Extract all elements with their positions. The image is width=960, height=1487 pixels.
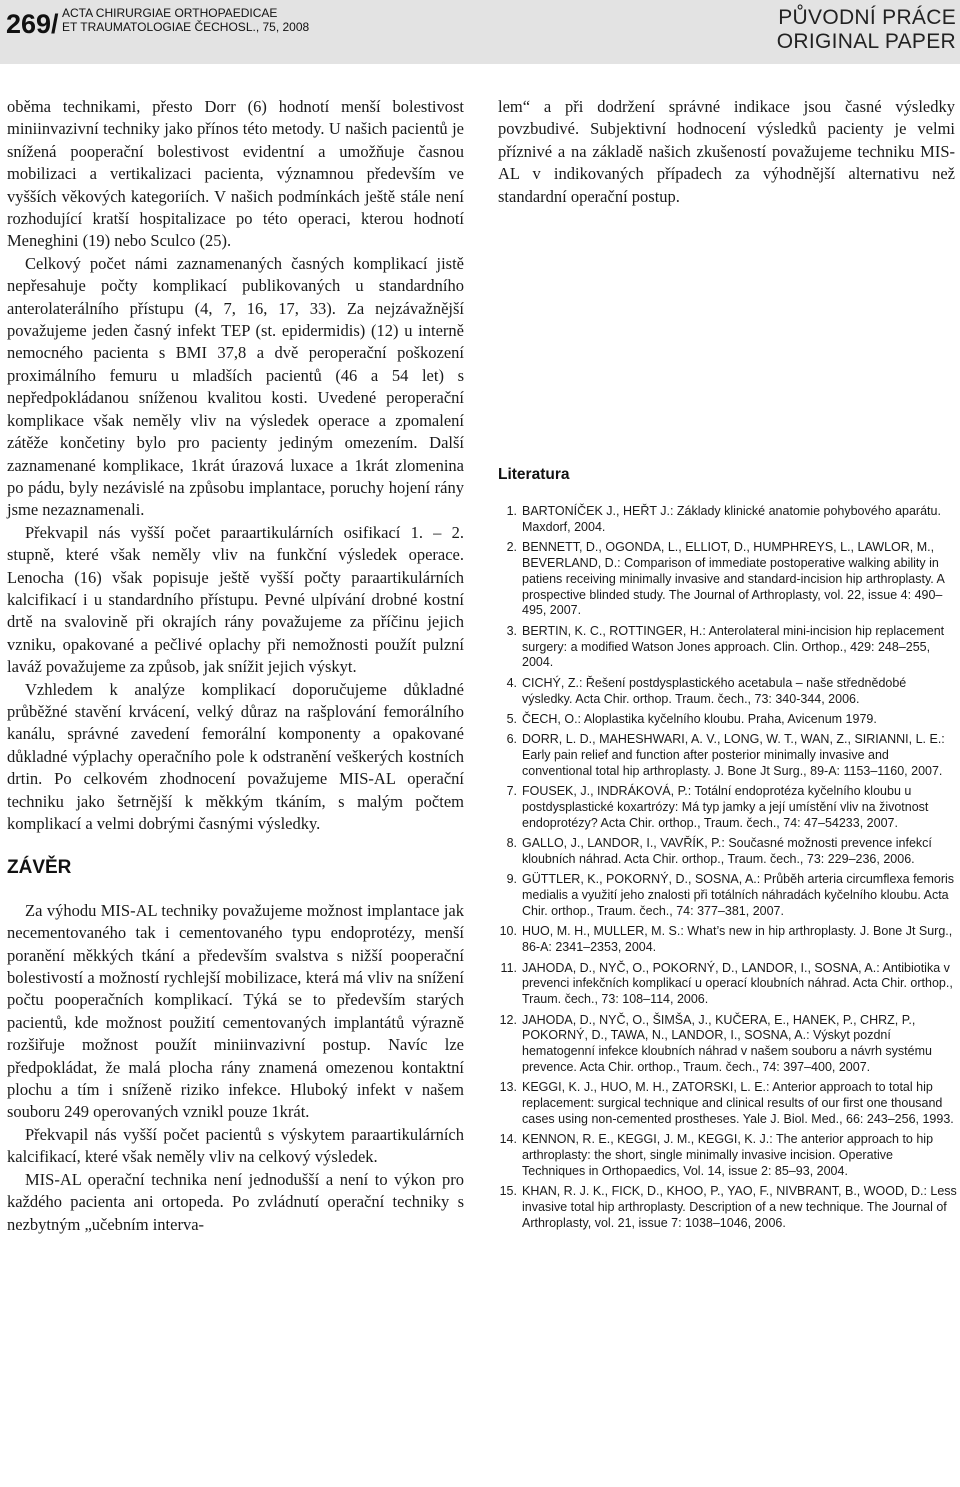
reference-text: BERTIN, K. C., ROTTINGER, H.: Anterolateral mini-incision hip replacement surgery: a modified Watson Jones approach. Clin. Orthop., 429: 248–255, 2004. — [522, 623, 945, 670]
reference-text: JAHODA, D., NYČ, O., POKORNÝ, D., LANDOR, I., SOSNA, A.: Antibiotika v prevenci infekčních komplikací u operací kloubních náhrad. Acta Chir. orthop., Traum. čech., 73: 108–114, 2006. — [522, 960, 953, 1007]
reference-number: 1. — [506, 504, 517, 518]
body-paragraph: Překvapil nás vyšší počet pacientů s výskytem paraartikulárních kalcifikací, které však neměly vliv na celkový výsledek. — [7, 1124, 464, 1167]
body-paragraph: lem“ a při dodržení správné indikace jsou časné výsledky povzbudivé. Subjektivní hodnocení výsledků pacienty je velmi příznivé a na základě našich zkušeností považujeme techniku MIS-AL v indikovaných případech za výhodnější alternativu než standardní operační postup. — [498, 97, 955, 206]
reference-item — [498, 540, 958, 619]
left-column — [7, 96, 464, 1236]
section-heading-conclusion: ZÁVĚR — [7, 857, 72, 879]
journal-name-line2: ET TRAUMATOLOGIAE ČECHOSL., 75, 2008 — [62, 20, 310, 34]
reference-number: 9. — [506, 872, 517, 887]
reference-item — [498, 732, 958, 779]
page-number: 269/ — [6, 9, 59, 39]
reference-number: 3. — [506, 623, 517, 638]
reference-text: KHAN, R. J. K., FICK, D., KHOO, P., YAO, F., NIVBRANT, B., WOOD, D.: Less invasive total hip arthroplasty. Description of a new technique. The Journal of Arthroplasty, vol. 21, issue 7: 1038–1046, 2006. — [522, 1184, 957, 1230]
reference-text: ČECH, O.: Aloplastika kyčelního kloubu. Praha, Avicenum 1979. — [522, 711, 877, 726]
reference-text: BARTONÍČEK J., HEŘT J.: Základy klinické anatomie pohybového aparátu. Maxdorf, 2004. — [522, 504, 941, 534]
references-heading: Literatura — [498, 466, 570, 483]
reference-item — [498, 924, 958, 956]
reference-item — [498, 1080, 958, 1127]
reference-text: KEGGI, K. J., HUO, M. H., ZATORSKI, L. E.: Anterior approach to total hip replacement: surgical technique and clinical results of our first one thousand cases using non-cemented prostheses. Yale J. Biol. Med., 66: 243–256, 1993. — [522, 1080, 954, 1127]
reference-number: 11. — [500, 960, 517, 975]
reference-text: JAHODA, D., NYČ, O., ŠIMŠA, J., KUČERA, E., HANEK, P., CHRZ, P., POKORNÝ, D., TAWA, N., LANDOR, I., SOSNA, A.: Výskyt pozdní hematogenní infekce kloubních náhrad v našem souboru a návrh systému prevence. Acta Chir. orthop., Traum. čech., 74: 397–400, 2007. — [522, 1012, 932, 1075]
reference-number: 7. — [506, 784, 517, 799]
body-paragraph: oběma technikami, přesto Dorr (6) hodnotí menší bolestivost miniinvazivní techniky jako přínos této metody. U našich pacientů je snížená pooperační bolestivost evidentní a umožňuje časnou mobilizaci a vertikalizaci pacienta, významnou především ve vyšších věkových kategoriích. V našich podmínkách ještě stále není rozhodující kratší hospitalizace po této operaci, kterou hodnotí Meneghini (19) nebo Sculco (25). — [7, 97, 464, 251]
reference-item — [498, 1184, 958, 1231]
reference-number: 13. — [499, 1080, 517, 1095]
reference-text: FOUSEK, J., INDRÁKOVÁ, P.: Totální endoprotéza kyčelního kloubu u postdysplastické koxartrózy: Má typ jamky a její umístění vliv na životnost endoprotézy? Acta Chir. orthop., Traum. čech., 74: 47–54233, 2007. — [522, 784, 929, 830]
reference-item — [498, 504, 958, 536]
reference-item — [498, 872, 958, 919]
reference-number: 5. — [506, 711, 517, 726]
reference-number: 15. — [499, 1184, 517, 1199]
reference-text: GALLO, J., LANDOR, I., VAVŘÍK, P.: Současné možnosti prevence infekcí kloubních náhrad. Acta Chir. orthop., Traum. čech., 73: 229–236, 2006. — [522, 836, 932, 867]
journal-name-line1: ACTA CHIRURGIAE ORTHOPAEDICAE — [62, 6, 278, 20]
reference-text: CICHÝ, Z.: Řešení postdysplastického acetabula – naše střednědobé výsledky. Acta Chir. orthop. Traum. čech., 73: 340-344, 2006. — [522, 675, 907, 706]
reference-item — [498, 836, 958, 868]
reference-text: GÜTTLER, K., POKORNÝ, D., SOSNA, A.: Průběh arteria circumflexa femoris medialis a využití jeho znalosti při totálních náhradách kyčelního kloubu. Acta Chir. orthop., Traum. čech., 74: 377–381, 2007. — [522, 872, 955, 919]
body-paragraph: Vzhledem k analýze komplikací doporučujeme důkladné průběžné stavění krvácení, velký důraz na rašplování femorálního kanálu, správné zavedení femorální komponenty a opakované důkladné výplachy operačního pole k odstranění veškerých kostních drtin. Po celkovém zhodnocení považujeme MIS-AL operační techniku jako šetrnější k měkkým tkáním, s malým počtem komplikací a velmi dobrými časnými výsledky. — [7, 679, 464, 833]
journal-name — [62, 6, 309, 34]
reference-list — [498, 504, 958, 1236]
section-label — [777, 6, 956, 54]
reference-item — [498, 712, 958, 728]
page-header — [0, 0, 960, 64]
body-paragraph: MIS-AL operační technika není jednodušší a není to výkon pro každého pacienta ani ortopeda. Po zvládnutí operační techniky s nezbytným „učebním interva- — [7, 1169, 464, 1234]
section-label-czech: PŮVODNÍ PRÁCE — [778, 6, 956, 29]
body-paragraph: Za výhodu MIS-AL techniky považujeme možnost implantace jak necementovaného tak i cementovaného typu endoprotézy, menší poranění měkkých tkání a především svalstva s nižší pooperační bolestivostí a možností rychlejší mobilizace, která má vliv na snížení počtu pooperačních komplikací. Týká se to především starých pacientů, kde možnost použití cementovaných implantátů výrazně rozšiřuje možnost použít miniinvazivní postup. Navíc lze předpokládat, že malá plocha rány znamená omezenou kontaktní plochu a tím i sníženě riziko infekce. Hluboký infekt v našem souboru 249 operovaných vznikl pouze 1krát. — [7, 900, 464, 1122]
reference-number: 6. — [506, 732, 517, 747]
reference-text: DORR, L. D., MAHESHWARI, A. V., LONG, W. T., WAN, Z., SIRIANNI, L. E.: Early pain relief and function after posterior minimally invasive and conventional total hip arthroplasty. J. Bone Jt Surg., 89-A: 1153–1160, 2007. — [522, 732, 945, 778]
body-paragraph: Překvapil nás vyšší počet paraartikulárních osifikací 1. – 2. stupně, které však neměly vliv na funkční výsledek operace. Lenocha (16) však popisuje ještě vyšší počty paraartikulárních kalcifikací i u standardního přístupu. Pevné ulpívání drobné kostní drtě na svalovině při okrajích rány považujeme za příčinu jejich vzniku, opakované a pečlivé oplachy při nemožnosti použít pulzní laváž považujeme za způsob, jak snížit jejich výskyt. — [7, 522, 464, 677]
reference-text: HUO, M. H., MULLER, M. S.: What’s new in hip arthroplasty. J. Bone Jt Surg., 86-A: 2341–2353, 2004. — [522, 924, 953, 955]
reference-number: 12. — [499, 1012, 517, 1027]
right-column — [498, 96, 955, 208]
reference-number: 8. — [506, 836, 517, 851]
reference-item — [498, 1013, 958, 1076]
reference-text: BENNETT, D., OGONDA, L., ELLIOT, D., HUMPHREYS, L., LAWLOR, M., BEVERLAND, D.: Comparison of immediate postoperative walking ability in patiens receiving minimally invasive and standard-incision hip arthroplasty. A prospective blinded study. The Journal of Arthroplasty, vol. 22, issue 4: 490–495, 2007. — [522, 540, 945, 618]
reference-number: 10. — [499, 924, 517, 939]
body-paragraph: Celkový počet námi zaznamenaných časných komplikací jistě nepřesahuje počty komplikací publikovaných u standardního anterolaterálního přístupu (4, 7, 16, 17, 33). Za nejzávažnější považujeme jeden časný infekt TEP (st. epidermidis) (12) u interně nemocného pacienta s BMI 37,8 a dvě peroperační poškození proximálního femuru u mladších pacientů (46 a 54 let) s nepředpokládanou sníženou kvalitou kosti. Uvedené peroperační komplikace však neměly vliv na výsledek operace a zpomalení zátěže končetiny bylo pro pacienty jediným omezením. Další zaznamenané komplikace, 1krát úrazová luxace a 1krát zlomenina po pádu, byly nezávislé na způsobu implantace, poruchy hojení rány jsme nezaznamenali. — [7, 253, 464, 520]
reference-item — [498, 961, 958, 1008]
section-label-english: ORIGINAL PAPER — [776, 30, 956, 53]
reference-item — [498, 784, 958, 831]
reference-item — [498, 676, 958, 708]
reference-item — [498, 624, 958, 671]
reference-number: 2. — [506, 540, 517, 555]
reference-number: 14. — [499, 1132, 517, 1147]
reference-text: KENNON, R. E., KEGGI, J. M., KEGGI, K. J.: The anterior approach to hip arthroplasty: the short, single minimally invasive incision. Operative Techniques in Orthopaedics, Vol. 14, issue 2: 85–93, 2004. — [522, 1132, 934, 1178]
reference-item — [498, 1132, 958, 1179]
reference-number: 4. — [506, 675, 517, 690]
